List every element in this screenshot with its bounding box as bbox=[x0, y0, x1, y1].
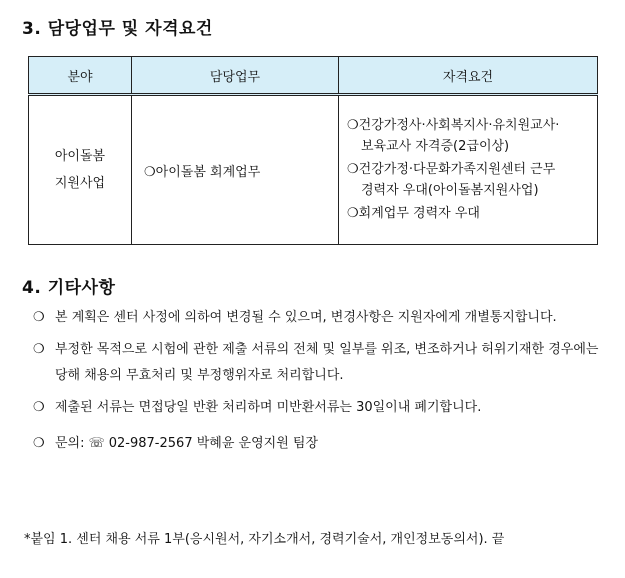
table-header-row bbox=[29, 57, 598, 95]
phone-icon: ☏ bbox=[88, 436, 105, 451]
header-area: 분야 bbox=[29, 57, 132, 95]
duty-cell: ❍아이돌봄 회계업무 bbox=[132, 95, 339, 245]
contact-text bbox=[55, 431, 605, 457]
bullet-icon: ❍ bbox=[33, 400, 45, 415]
contact-label: 문의: bbox=[55, 436, 85, 451]
area-line-1: 아이돌봄 bbox=[54, 149, 106, 164]
qualification-line-cont: 경력자 우대(아이돌봄지원사업) bbox=[361, 182, 539, 198]
contact-phone: 02-987-2567 bbox=[108, 436, 193, 451]
qualification-line: ❍회계업무 경력자 우대 bbox=[347, 205, 480, 221]
table-row bbox=[29, 95, 598, 245]
bullet-icon: ❍ bbox=[33, 310, 45, 325]
note-text: 제출된 서류는 면접당일 반환 처리하며 미반환서류는 30일이내 폐기합니다. bbox=[55, 400, 482, 415]
bullet-icon: ❍ bbox=[33, 342, 45, 357]
qualification-item bbox=[347, 115, 591, 157]
requirements-table bbox=[28, 56, 598, 245]
contact-person: 박혜윤 운영지원 팀장 bbox=[196, 436, 319, 451]
attachment-footnote: *붙임 1. 센터 채용 서류 1부(응시원서, 자기소개서, 경력기술서, 개인정보동의서). 끝 bbox=[24, 532, 505, 547]
bullet-icon: ❍ bbox=[33, 436, 45, 451]
qualification-line: ❍건강가정사·사회복지사·유치원교사· bbox=[347, 117, 560, 133]
area-line-2: 지원사업 bbox=[54, 176, 106, 191]
contact-line bbox=[33, 431, 605, 457]
list-item bbox=[33, 337, 605, 389]
list-item bbox=[33, 395, 605, 421]
qualification-cell bbox=[339, 95, 598, 245]
area-cell bbox=[29, 95, 132, 245]
qualification-item bbox=[347, 203, 591, 224]
header-qualification: 자격요건 bbox=[339, 57, 598, 95]
notes-list bbox=[33, 305, 605, 457]
note-text: 부정한 목적으로 시험에 관한 제출 서류의 전체 및 일부를 위조, 변조하거나 허위기재한 경우에는 당해 채용의 무효처리 및 부정행위자로 처리합니다. bbox=[55, 342, 599, 383]
section-3-title: 3. 담당업무 및 자격요건 bbox=[22, 19, 213, 39]
qualification-item bbox=[347, 159, 591, 201]
qualification-line: ❍건강가정·다문화가족지원센터 근무 bbox=[347, 161, 556, 177]
header-duty: 담당업무 bbox=[132, 57, 339, 95]
list-item bbox=[33, 305, 605, 331]
section-4-title: 4. 기타사항 bbox=[22, 278, 116, 298]
qualification-line-cont: 보육교사 자격증(2급이상) bbox=[361, 138, 510, 154]
note-text: 본 계획은 센터 사정에 의하여 변경될 수 있으며, 변경사항은 지원자에게 개별통지합니다. bbox=[55, 310, 557, 325]
